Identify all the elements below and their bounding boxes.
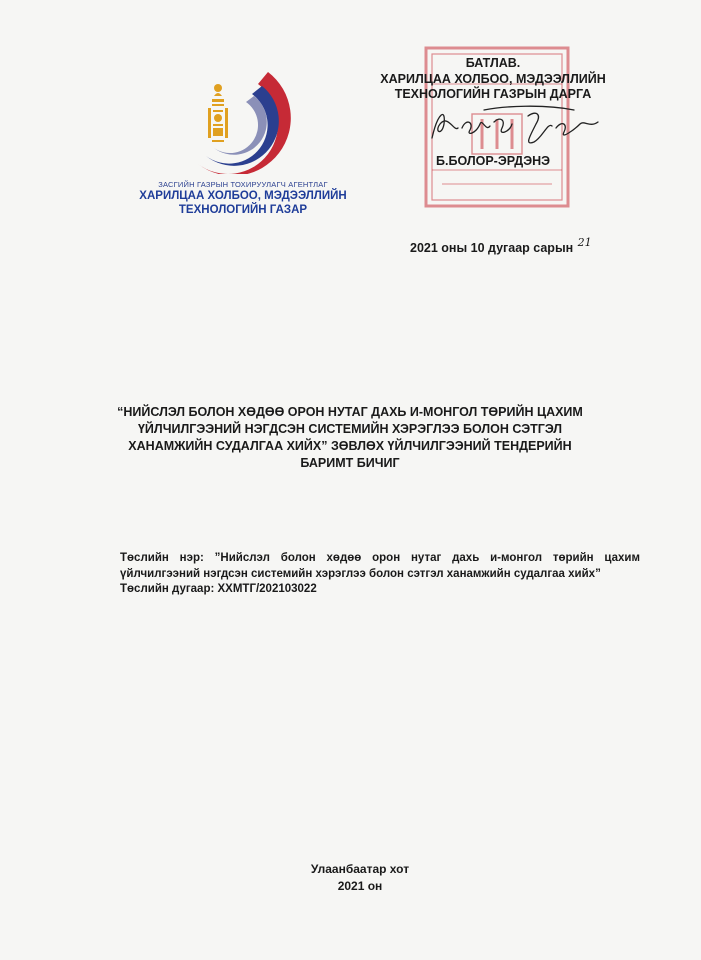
approval-date-text: 2021 оны 10 дугаар сарын xyxy=(410,241,574,255)
project-name-line-1: Төслийн нэр: ”Нийслэл болон хөдөө орон нутаг дахь и-монгол төрийн цахим xyxy=(120,552,640,564)
footer-year: 2021 он xyxy=(337,879,383,893)
project-info xyxy=(120,551,640,598)
agency-logo-icon xyxy=(188,68,292,174)
footer-block xyxy=(250,861,470,895)
agency-name-block xyxy=(118,180,368,217)
title-line-4: БАРИМТ БИЧИГ xyxy=(300,456,400,470)
project-number: Төслийн дугаар: ХХМТГ/202103022 xyxy=(120,583,317,595)
title-line-1: “НИЙСЛЭЛ БОЛОН ХӨДӨӨ ОРОН НУТАГ ДАХЬ И-МОНГОЛ ТӨРИЙН ЦАХИМ xyxy=(117,405,583,419)
signature-icon xyxy=(424,102,609,150)
document-title xyxy=(100,404,600,472)
title-line-2: ҮЙЛЧИЛГЭЭНИЙ НЭГДСЭН СИСТЕМИЙН ХЭРЭГЛЭЭ БОЛОН СЭТГЭЛ xyxy=(137,422,563,436)
title-line-3: ХАНАМЖИЙН СУДАЛГАА ХИЙХ” ЗӨВЛӨХ ҮЙЛЧИЛГЭЭНИЙ ТЕНДЕРИЙН xyxy=(128,439,572,453)
agency-name-line-2: ТЕХНОЛОГИЙН ГАЗАР xyxy=(178,204,308,216)
agency-name-line-1: ХАРИЛЦАА ХОЛБОО, МЭДЭЭЛЛИЙН xyxy=(139,190,347,202)
agency-subtitle: ЗАСГИЙН ГАЗРЫН ТОХИРУУЛАГЧ АГЕНТЛАГ xyxy=(158,180,328,189)
approval-block xyxy=(372,56,614,103)
approval-date xyxy=(410,236,592,255)
approval-position-line-2: ТЕХНОЛОГИЙН ГАЗРЫН ДАРГА xyxy=(394,87,592,101)
approval-position-line-1: ХАРИЛЦАА ХОЛБОО, МЭДЭЭЛЛИЙН xyxy=(380,71,606,86)
approval-heading: БАТЛАВ. xyxy=(465,56,521,70)
project-name-line-2: үйлчилгээний нэгдсэн системийн хэрэглээ болон сэтгэл ханамжийн судалгаа хийх” xyxy=(120,567,601,580)
footer-city: Улаанбаатар хот xyxy=(310,862,410,876)
approval-date-day: 21 xyxy=(577,236,592,249)
signer-name: Б.БОЛОР-ЭРДЭНЭ xyxy=(436,154,551,168)
